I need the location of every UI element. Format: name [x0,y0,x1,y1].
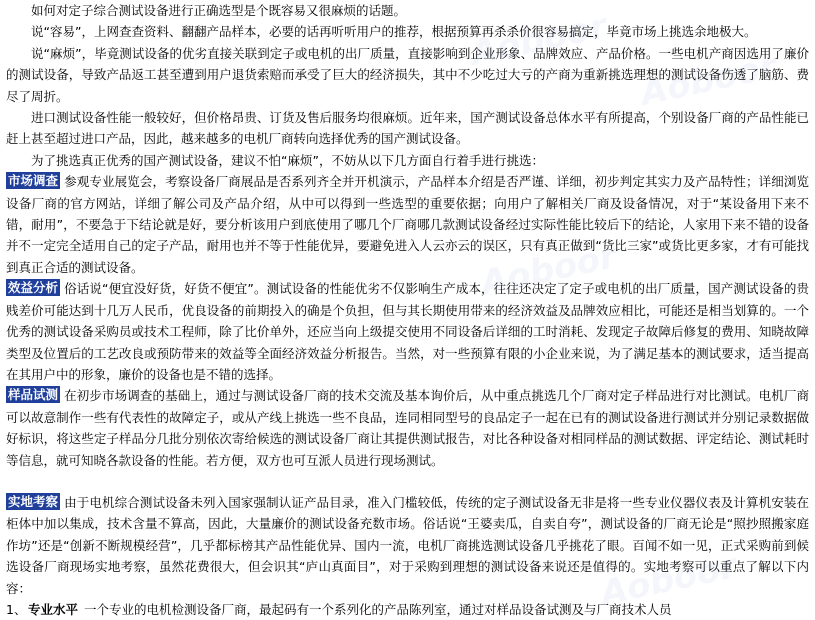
list-item-professional-level [6,599,809,620]
section-text-market: 参观专业展览会，考察设备厂商展品是否系列齐全并开机演示，产品样本介绍是否严谨、详细，初步判定其实力及产品特性；详细浏览设备厂商的官方网站，详细了解公司及产品介绍，从中可以得到一些选型的重要依据；向用户了解相关厂商及设备情况，对于“某设备用下来不错，耐用”，不要急于下结论就是好，要分析该用户到底使用了哪几个厂商哪几款测试设备经过实际性能比较后下的结论，人家用下来不错的设备并不一定完全适用自己的定子产品，耐用也并不等于性能优异，要避免进入人云亦云的误区，只有真正做到“货比三家”或货比更多家，才有可能找到真正合适的测试设备。 [6,174,809,275]
section-tag-sample: 样品试测 [8,387,59,403]
section-tag-market: 市场调查 [8,173,59,189]
list-item-title: 专业水平 [28,601,79,617]
section-market-survey [6,171,809,278]
section-text-benefit: 俗话说“便宜没好货，好货不便宜”。测试设备的性能优劣不仅影响生产成本，往往还决定了定子或电机的出厂质量，国产测试设备的贵贱差价可能达到十几万人民币，优良设备的前期投入的确是个负担，但与其长期使用带来的经济效益及品牌效应相比，可能还是相当划算的。一个优秀的测试设备采购员或技术工程师，除了比价单外，还应当向上级提交使用不同设备后详细的工时消耗、发现定子故障后修复的费用、知晓故障类型及位置后的工艺改良或预防带来的效益等全面经济效益分析报告。当然，对一些预算有限的小企业来说，为了满足基本的测试要求，适当提高在其用户中的形象，廉价的设备也是不错的选择。 [6,281,809,382]
section-site-visit [6,492,809,599]
watermark-text: Aoboor [467,6,611,74]
section-spacer [6,471,809,492]
watermark-text: Aoboor [597,546,741,614]
section-benefit-analysis [6,278,809,385]
section-text-sample: 在初步市场调查的基础上，通过与测试设备厂商的技术交流及基本询价后，从中重点挑选几个厂商对定子样品进行对比测试。电机厂商可以故意制作一些有代表性的故障定子，或从产线上挑选一些不良品，连同相同型号的良品定子一起在已有的测试设备进行测试并分别记录数据做好标识，将这些定子样品分几批分别依次寄给候选的测试设备厂商让其提供测试报告，对比各种设备对相同样品的测试数据、评定结论、测试耗时等信息，就可知晓各款设备的性能。若方便，双方也可互派人员进行现场测试。 [6,388,809,468]
watermark-text: Aoboor [477,236,621,304]
document-body [6,0,809,620]
watermark-text: Aoboor [637,46,781,114]
list-item-number: 1、 [6,601,27,617]
section-text-visit: 由于电机综合测试设备未列入国家强制认证产品目录，准入门槛较低，传统的定子测试设备无非是将一些专业仪器仪表及计算机安装在柜体中加以集成，技术含量不算高，因此，大量廉价的测试设备充数市场。俗话说“王婆卖瓜，自卖自夸”，测试设备的厂商无论是“照抄照搬家庭作坊”还是“创新不断规模经营”，几乎都标榜其产品性能优异、国内一流，电机厂商挑选测试设备几乎挑花了眼。百闻不如一见，正式采购前到候选设备厂商现场实地考察，虽然花费很大，但会识其“庐山真面目”，对于采购到理想的测试设备来说还是值得的。实地考察可以重点了解以下内容： [6,494,809,596]
list-item-text: 一个专业的电机检测设备厂商，最起码有一个系列化的产品陈列室，通过对样品设备试测及与厂商技术人员 [84,601,672,617]
section-tag-benefit: 效益分析 [8,280,59,296]
paragraph-easy: 说“容易”，上网查查资料、翻翻产品样本，必要的话再听听用户的推荐，根据预算再杀杀价很容易搞定，毕竟市场上挑选余地极大。 [31,24,757,40]
paragraph-intro: 如何对定子综合测试设备进行正确选型是个既容易又很麻烦的话题。 [31,3,407,18]
paragraph-trouble: 说“麻烦”，毕竟测试设备的优劣直接关联到定子或电机的出厂质量，直接影响到企业形象、品牌效应、产品价格。一些电机产商因选用了廉价的测试设备，导致产品返工甚至遭到用户退货索赔而承受了巨大的经济损失，其中不少吃过大亏的产商为重新挑选理想的测试设备伤透了脑筋、费尽了周折。 [6,45,809,104]
section-tag-visit: 实地考察 [8,493,59,509]
paragraph-suggestion: 为了挑选真正优秀的国产测试设备，建议不怕“麻烦”，不妨从以下几方面自行着手进行挑选： [31,152,544,168]
paragraph-imported: 进口测试设备性能一般较好，但价格昂贵、订货及售后服务均很麻烦。近年来，国产测试设备总体水平有所提高，个别设备厂商的产品性能已赶上甚至超过进口产品，因此，越来越多的电机厂商转向选择优秀的国产测试设备。 [6,110,809,147]
section-sample-test [6,385,809,471]
